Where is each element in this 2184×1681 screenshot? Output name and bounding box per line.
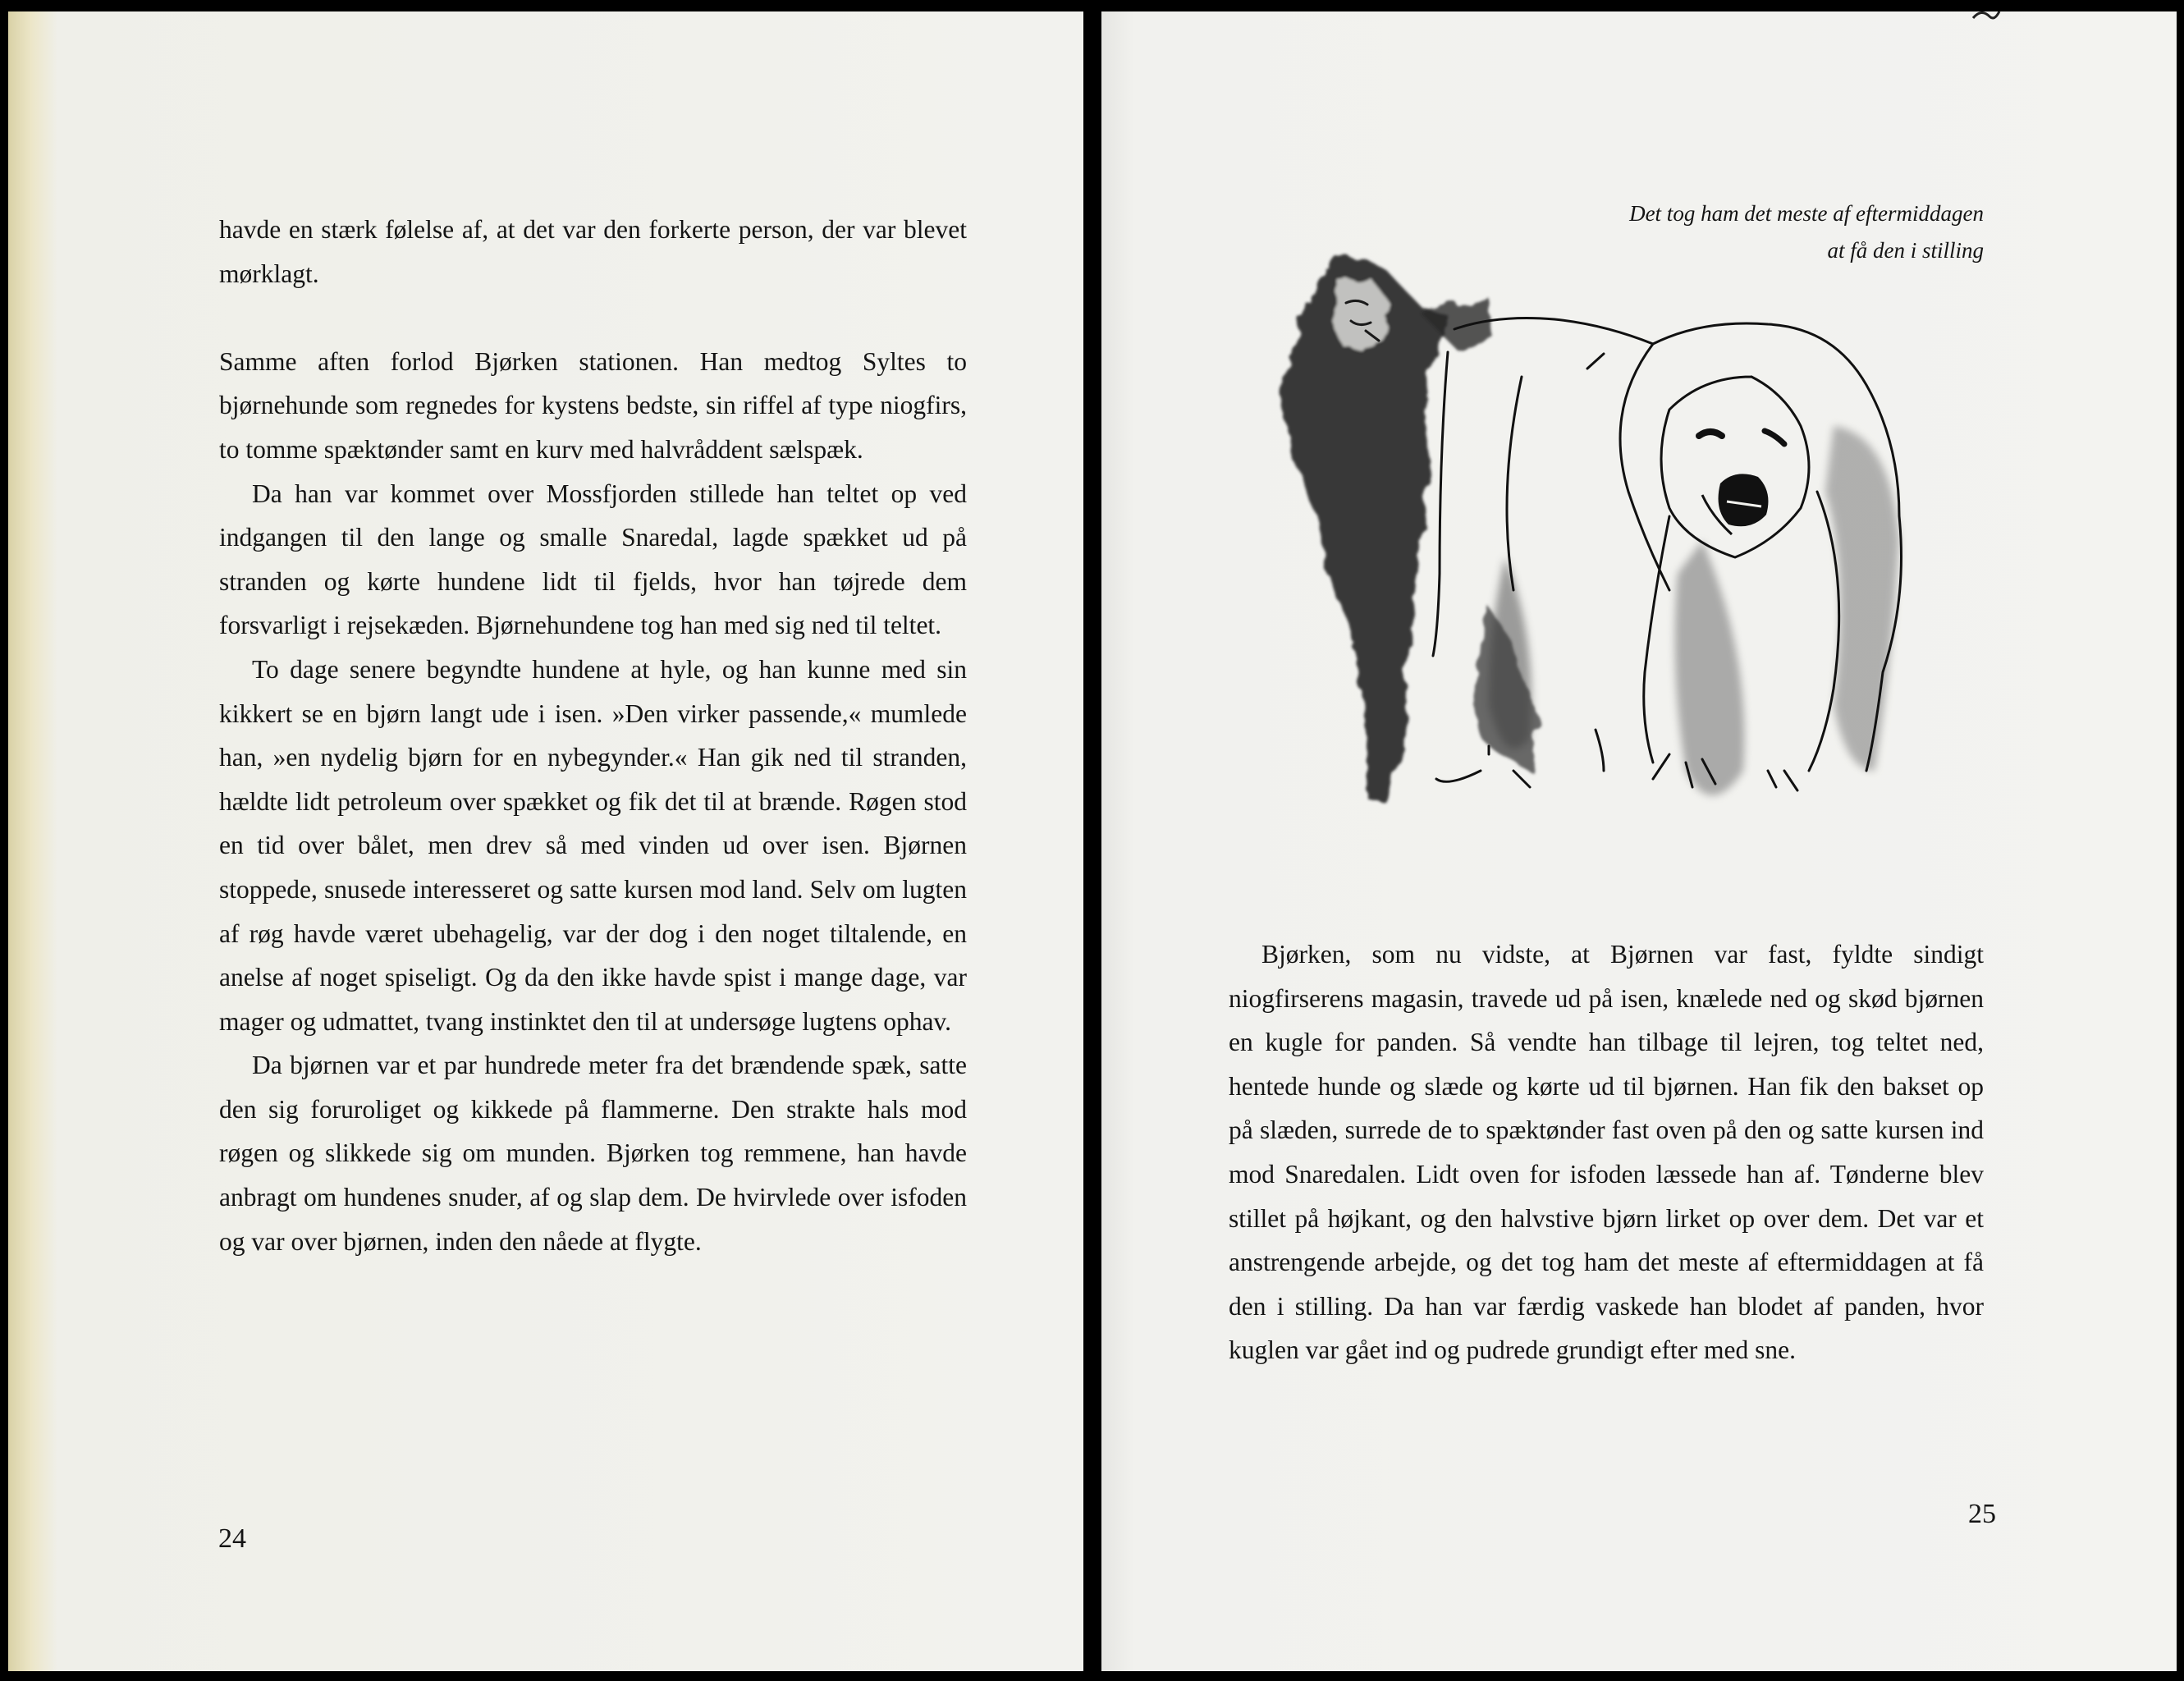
left-page xyxy=(8,11,1083,1671)
bear-shading xyxy=(1489,426,1899,795)
caption-line: at få den i stilling xyxy=(1827,238,1984,263)
standing-figure xyxy=(1282,254,1493,804)
paragraph: Samme aften forlod Bjørken stationen. Han medtog Syltes to bjørnehunde som regnedes for kystens bedste, sin riffel af type niogfirs, to tomme spæktønder samt en kurv med halvråddent sælspæk. xyxy=(219,346,967,464)
page-number: 24 xyxy=(218,1523,246,1554)
paragraph: Da han var kommet over Mossfjorden stillede han teltet op ved indgangen til den lange og smalle Snaredal, lagde spækket ud på stranden og kørte hundene lidt til fjelds, hvor han tøjrede dem forsvarligt i rejsekæden. Bjørnehundene tog han med sig ned til teltet. xyxy=(219,479,967,640)
bear-face xyxy=(1699,431,1784,534)
caption-line: Det tog ham det meste af eftermiddagen xyxy=(1629,201,1984,226)
paragraph: Bjørken, som nu vidste, at Bjørnen var fast, fyldte sindigt niogfirserens magasin, travede ud på isen, knælede ned og skød bjørnen en kugle for panden. Så vendte han tilbage til lejren, tog teltet ned, hentede hunde og slæde og kørte ud til bjørnen. Han fik den bakset op på slæden, surrede de to spæktønder fast oven på den og satte kursen ind mod Snaredalen. Lidt oven for isfoden læssede han af. Tønderne blev stillet på højkant, og den halvstive bjørn lirket op over dem. Det var et anstrengende arbejde, og det tog ham det meste af eftermiddagen at få den i stilling. Da han var færdig vaskede han blodet af panden, hvor kuglen var gået ind og pudrede grundigt efter med sne. xyxy=(1229,940,1984,1365)
paragraph: To dage senere begyndte hundene at hyle, og han kunne med sin kikkert se en bjørn langt ude i isen. »Den virker passende,« mumlede han, »en nydelig bjørn for en nybegynder.« Han gik ned til stranden, hældte lidt petroleum over spækket og fik det til at brænde. Røgen stod en tid over bålet, men drev så med vinden ud over isen. Bjørnen stoppede, snusede interesseret og satte kursen mod land. Selv om lugten af røg havde været ubehagelig, var der dog i den noget tiltalende, en anelse af noget spiseligt. Og da den ikke havde spist i mange dage, var mager og udmattet, tvang instinktet den til at undersøge lugtens ophav. xyxy=(219,654,967,1036)
paragraph: Da bjørnen var et par hundrede meter fra det brændende spæk, satte den sig foruroliget og kikkede på flammerne. Den strakte hals mod røgen og slikkede sig om munden. Bjørken tog remmene, han havde anbragt om hundenes snuder, af og slap dem. De hvirvlede over isfoden og var over bjørnen, inden den nåede at flygte. xyxy=(219,1051,967,1256)
corner-mark xyxy=(1970,11,2003,30)
page-number: 25 xyxy=(1968,1499,1996,1529)
right-page xyxy=(1101,11,2177,1671)
paragraph: havde en stærk følelse af, at det var den forkerte person, der var blevet mørklagt. xyxy=(219,215,967,288)
polar-bear-ink-illustration xyxy=(1243,245,1981,927)
left-page-text xyxy=(219,208,967,1263)
right-page-text xyxy=(1229,932,1984,1372)
